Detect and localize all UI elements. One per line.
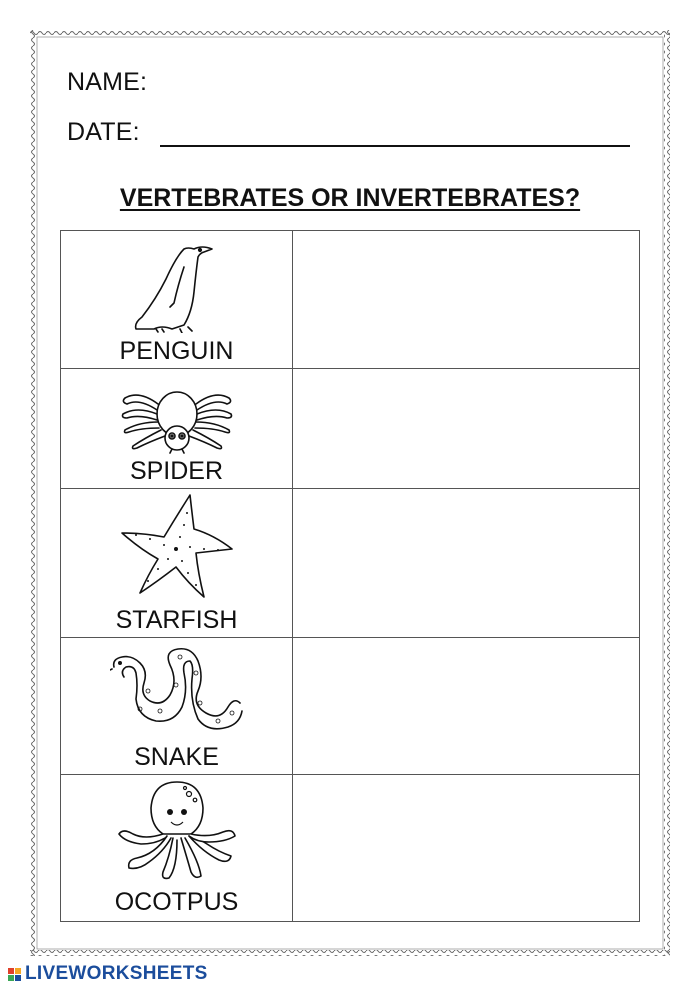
table-row: [61, 774, 639, 921]
animal-cell: [61, 637, 292, 774]
date-blank-line[interactable]: [160, 145, 630, 147]
answer-cell[interactable]: [293, 231, 639, 368]
name-label: NAME:: [67, 68, 148, 96]
starfish-icon: [118, 493, 236, 601]
animal-cell: [61, 368, 292, 488]
animal-name: SPIDER: [129, 457, 224, 485]
animal-name: SNAKE: [134, 743, 219, 771]
footer-brand[interactable]: LIVEWORKSHEETS: [25, 963, 208, 984]
date-label: DATE:: [67, 118, 140, 146]
table-row: [61, 637, 639, 775]
liveworksheets-logo-icon: [8, 968, 22, 982]
answer-cell[interactable]: [293, 368, 639, 488]
animal-cell: [61, 774, 292, 921]
answer-cell[interactable]: [293, 774, 639, 921]
spider-icon: [119, 386, 235, 454]
animal-table: [60, 230, 640, 922]
octopus-icon: [115, 778, 239, 882]
penguin-icon: [132, 237, 222, 333]
snake-icon: [110, 643, 244, 735]
animal-cell: [61, 231, 292, 368]
answer-cell[interactable]: [293, 488, 639, 637]
animal-name: OCOTPUS: [114, 888, 239, 916]
answer-cell[interactable]: [293, 637, 639, 774]
table-row: [61, 488, 639, 638]
table-row: [61, 231, 639, 369]
animal-name: STARFISH: [115, 606, 238, 634]
animal-cell: [61, 488, 292, 637]
table-row: [61, 368, 639, 489]
animal-name: PENGUIN: [119, 337, 234, 365]
worksheet-title: VERTEBRATES OR INVERTEBRATES?: [119, 184, 581, 212]
